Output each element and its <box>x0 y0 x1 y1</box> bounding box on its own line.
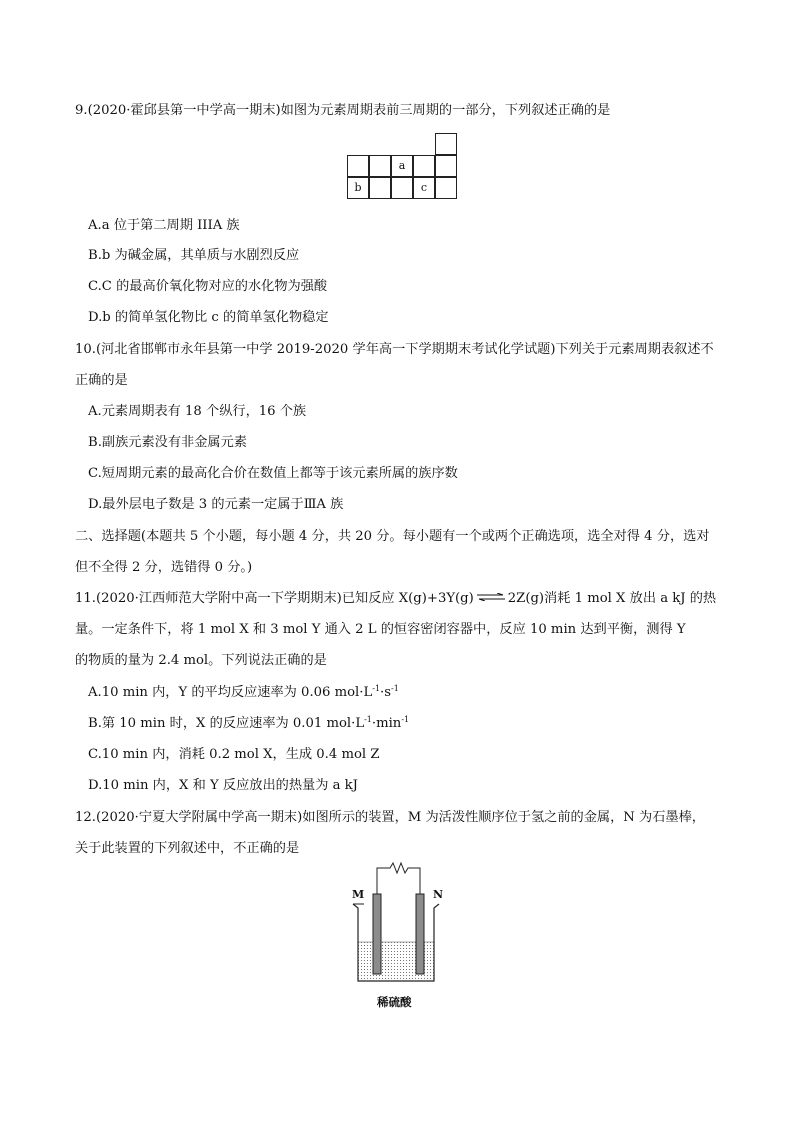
q11-option-a <box>88 683 399 703</box>
q11-option-b <box>88 714 409 734</box>
electrode-label-m: M <box>352 888 365 901</box>
equilibrium-arrow-icon <box>477 593 505 601</box>
q10-stem: 10.(河北省邯郸市永年县第一中学 2019-2020 学年高一下学期期末考试化学试题)下列关于元素周期表叙述不 <box>75 342 714 357</box>
q9-option-d: D.b 的简单氢化物比 c 的简单氢化物稳定 <box>88 310 329 325</box>
q11-option-a-text2: ·s <box>380 685 391 700</box>
pt-cell <box>435 177 457 199</box>
q9-option-b: B.b 为碱金属，其单质与水剧烈反应 <box>88 248 300 263</box>
pt-cell <box>369 155 391 177</box>
section-heading-cont: 但不全得 2 分，选错得 0 分。) <box>75 560 253 575</box>
pt-cell <box>369 177 391 199</box>
q11-option-b-text2: ·min <box>371 716 402 731</box>
q10-option-b: B.副族元素没有非金属元素 <box>88 435 247 450</box>
superscript: -1 <box>372 684 381 693</box>
figure-caption: 稀硫酸 <box>377 995 412 1009</box>
q11-option-b-text: B.第 10 min 时，X 的反应速率为 0.01 mol·L <box>88 716 365 731</box>
q9-option-a: A.a 位于第二周期 IIIA 族 <box>88 218 240 233</box>
section-heading: 二、选择题(本题共 5 个小题，每小题 4 分，共 20 分。每小题有一个或两个正确选项，选全对得 4 分，选对 <box>75 529 710 544</box>
pt-cell-c: c <box>413 177 435 199</box>
q11-stem <box>75 589 716 609</box>
pt-cell <box>435 133 457 155</box>
beaker-apparatus-icon <box>345 860 445 990</box>
pt-cell <box>347 155 369 177</box>
pt-cell-a: a <box>391 155 413 177</box>
q11-stem-line3: 的物质的量为 2.4 mol。下列说法正确的是 <box>75 653 327 668</box>
q11-option-a-text: A.10 min 内，Y 的平均反应速率为 0.06 mol·L <box>88 685 373 700</box>
q9-option-c: C.C 的最高价氧化物对应的水化物为强酸 <box>88 279 328 294</box>
q11-option-c: C.10 min 内，消耗 0.2 mol X，生成 0.4 mol Z <box>88 747 380 762</box>
q12-stem-cont: 关于此装置的下列叙述中，不正确的是 <box>75 841 300 856</box>
superscript: -1 <box>401 715 410 724</box>
q11-stem-part2: 2Z(g)消耗 1 mol X 放出 a kJ 的热 <box>507 591 717 606</box>
q12-stem: 12.(2020·宁夏大学附属中学高一期末)如图所示的装置，M 为活泼性顺序位于氢之前的金属，N 为石墨棒， <box>75 810 705 825</box>
pt-cell <box>391 177 413 199</box>
pt-cell <box>413 155 435 177</box>
q10-stem-cont: 正确的是 <box>75 373 128 388</box>
q9-stem: 9.(2020·霍邱县第一中学高一期末)如图为元素周期表前三周期的一部分，下列叙述正确的是 <box>75 103 611 118</box>
q11-stem-part1: 11.(2020·江西师范大学附中高一下学期期末)已知反应 X(g)+3Y(g) <box>75 591 474 606</box>
q11-stem-line2: 量。一定条件下，将 1 mol X 和 3 mol Y 通入 2 L 的恒容密闭容器中，反应 10 min 达到平衡，测得 Y <box>75 622 686 637</box>
q10-option-c: C.短周期元素的最高化合价在数值上都等于该元素所属的族序数 <box>88 466 458 481</box>
q11-option-d: D.10 min 内，X 和 Y 反应放出的热量为 a kJ <box>88 778 358 793</box>
pt-cell-b: b <box>347 177 369 199</box>
superscript: -1 <box>391 684 399 693</box>
superscript: -1 <box>364 715 372 724</box>
q10-option-a: A.元素周期表有 18 个纵行，16 个族 <box>88 404 307 419</box>
pt-cell <box>435 155 457 177</box>
electrode-label-n: N <box>433 888 444 901</box>
q10-option-d: D.最外层电子数是 3 的元素一定属于ⅢA 族 <box>88 497 344 512</box>
